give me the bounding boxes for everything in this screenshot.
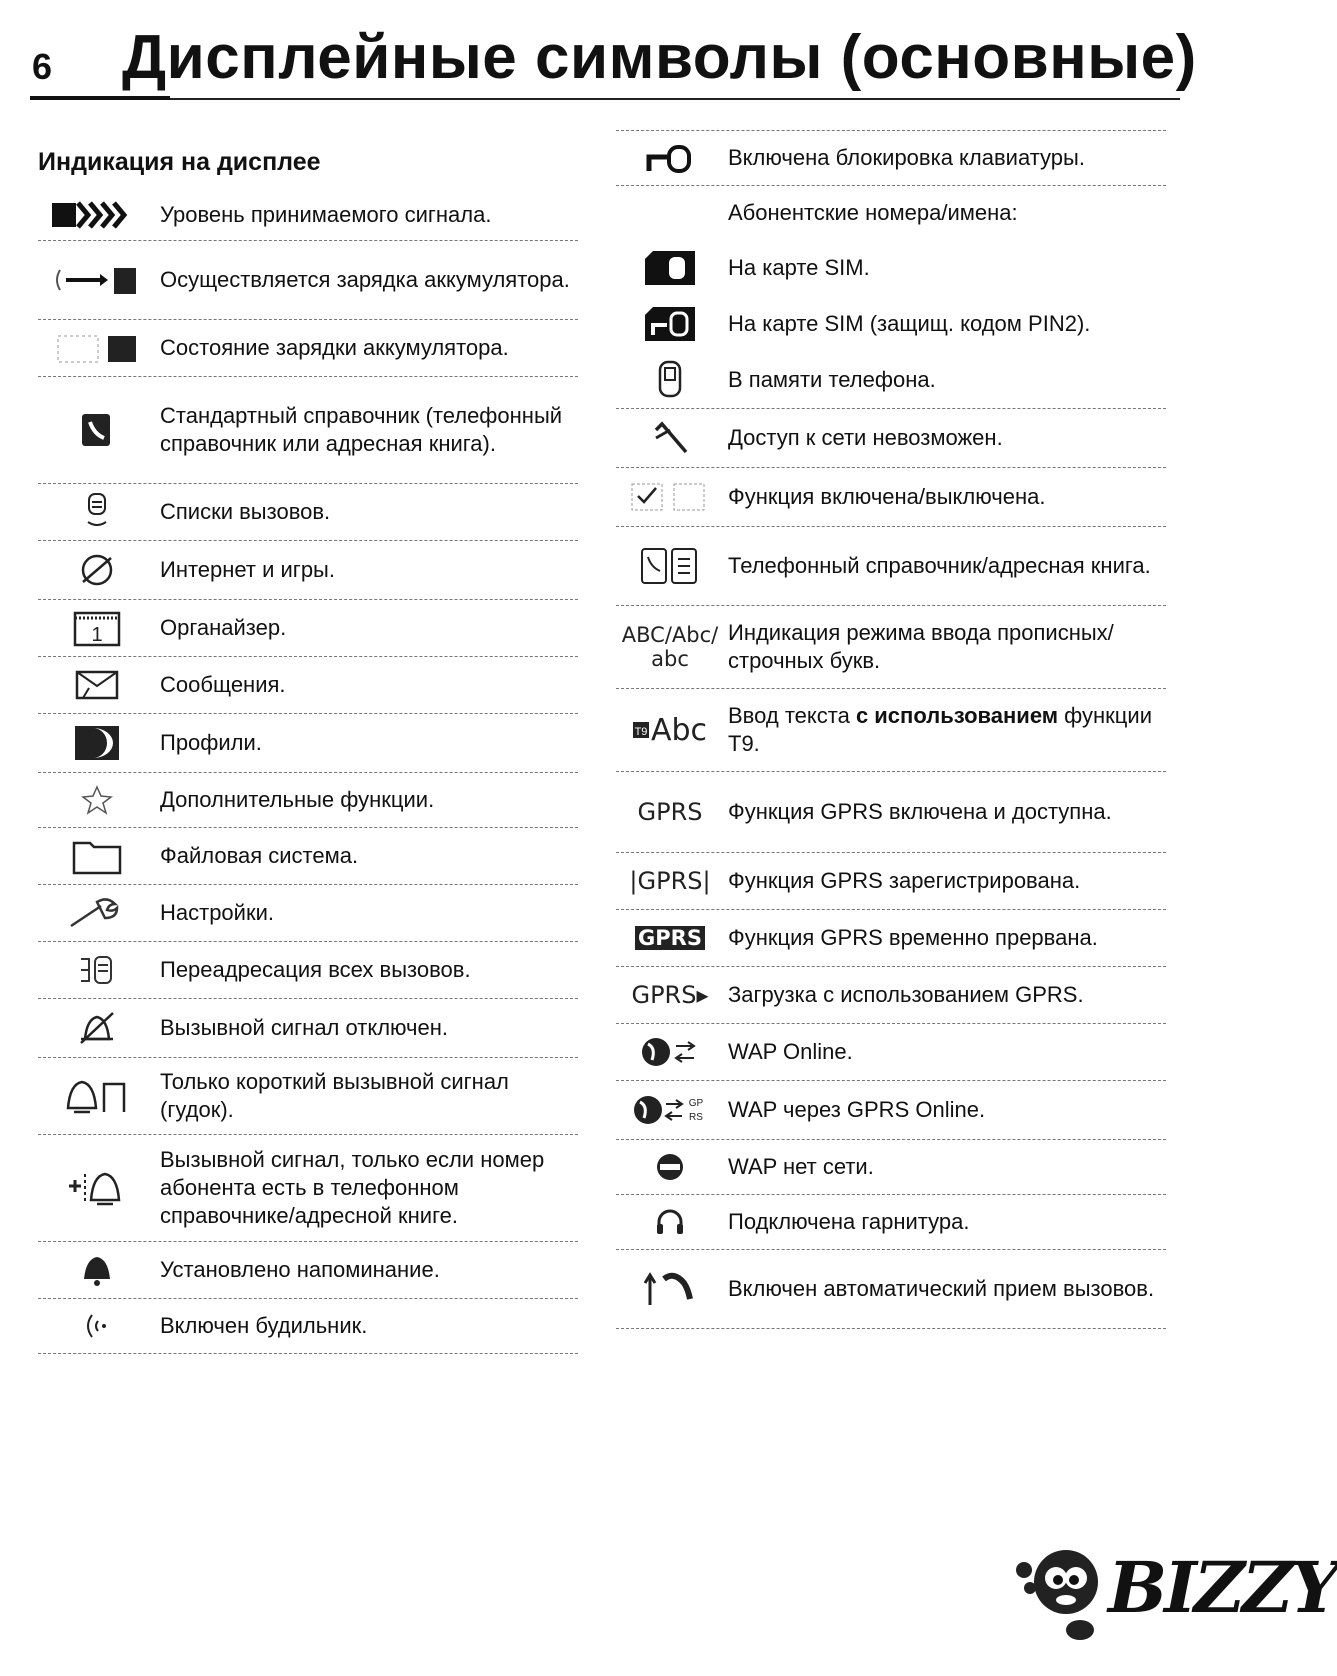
list-item-label: Вызывной сигнал, только если номер абонента есть в телефонном справочнике/адресной книге. <box>160 1147 545 1228</box>
no-network-icon <box>616 420 724 456</box>
list-item <box>616 606 1166 689</box>
wap-no-network-icon <box>616 1152 724 1182</box>
list-item <box>38 714 578 773</box>
list-item <box>38 320 578 377</box>
list-item-label: Переадресация всех вызовов. <box>160 957 471 982</box>
list-item <box>38 828 578 885</box>
organizer-icon <box>38 609 156 647</box>
svg-text:GP: GP <box>688 1098 704 1109</box>
list-item-label: Включена блокировка клавиатуры. <box>728 145 1085 170</box>
icon-text: GPRS▸ <box>631 981 709 1009</box>
list-item-label: Функция GPRS включена и доступна. <box>728 799 1112 824</box>
list-item <box>38 600 578 657</box>
sim-card-icon <box>616 249 724 287</box>
gprs-registered-icon <box>616 867 724 895</box>
icon-text: GPRS <box>635 926 705 950</box>
list-item <box>616 853 1166 910</box>
battery-level-icon <box>38 332 156 364</box>
beep-only-icon <box>38 1076 156 1116</box>
list-item-label: Ввод текста с использованием функции T9. <box>728 703 1152 756</box>
list-item <box>616 130 1166 186</box>
gprs-download-icon <box>616 981 724 1009</box>
list-item <box>616 186 1166 240</box>
gprs-on-icon <box>616 798 724 826</box>
list-item <box>38 1058 578 1135</box>
list-item-label: Профили. <box>160 730 262 755</box>
icon-text: |GPRS| <box>629 867 711 895</box>
list-item <box>616 1140 1166 1195</box>
logo-text: BIZZY <box>1108 1546 1337 1629</box>
battery-charging-icon <box>38 264 156 296</box>
list-item <box>616 296 1166 352</box>
list-item <box>38 1242 578 1299</box>
header-rule-thick <box>30 96 170 100</box>
list-item-label: Функция GPRS временно прервана. <box>728 925 1098 950</box>
extras-star-icon <box>38 785 156 815</box>
list-item-label: Только короткий вызывной сигнал (гудок). <box>160 1069 509 1122</box>
gprs-interrupted-icon <box>616 926 724 950</box>
list-item-label: Абонентские номера/имена: <box>728 200 1018 225</box>
checkbox-icon <box>616 480 724 514</box>
t9-input-icon <box>616 713 724 748</box>
list-item <box>616 1024 1166 1081</box>
list-item <box>38 885 578 942</box>
abc-case-icon <box>616 623 724 671</box>
ringer-off-icon <box>38 1009 156 1047</box>
call-divert-icon <box>38 953 156 987</box>
list-item-label: Уровень принимаемого сигнала. <box>160 202 492 227</box>
header-rule <box>170 98 1180 100</box>
list-item-label: Органайзер. <box>160 615 287 640</box>
list-item-label: Файловая система. <box>160 843 359 868</box>
icon-text: GPRS <box>637 798 703 826</box>
list-item-label: Доступ к сети невозможен. <box>728 425 1003 450</box>
page-header <box>30 22 1197 102</box>
right-column <box>616 130 1166 1329</box>
list-item-label: WAP через GPRS Online. <box>728 1097 986 1122</box>
list-item-label: Телефонный справочник/адресная книга. <box>728 553 1151 578</box>
list-item-label: Настройки. <box>160 900 274 925</box>
list-item <box>616 468 1166 527</box>
list-item-label: Загрузка с использованием GPRS. <box>728 982 1084 1007</box>
list-item <box>616 1250 1166 1329</box>
list-item <box>616 689 1166 772</box>
list-item-label: В памяти телефона. <box>728 367 936 392</box>
list-item-label: WAP Online. <box>728 1039 853 1064</box>
brand-logo <box>1010 1530 1337 1650</box>
list-item-label: Индикация режима ввода прописных/строчных букв. <box>728 620 1114 673</box>
list-item <box>38 484 578 541</box>
list-item-label: Состояние зарядки аккумулятора. <box>160 335 509 360</box>
list-item <box>38 541 578 600</box>
wap-online-icon <box>616 1034 724 1070</box>
alarm-clock-icon <box>38 1311 156 1341</box>
list-item <box>38 657 578 714</box>
keypad-lock-icon <box>616 141 724 175</box>
list-item <box>38 999 578 1058</box>
list-item <box>616 352 1166 409</box>
internet-games-icon <box>38 552 156 588</box>
phonebook-addressbook-icon <box>616 547 724 585</box>
settings-wrench-icon <box>38 896 156 930</box>
page-title: Дисплейные символы (основные) <box>122 23 1197 92</box>
list-item <box>38 773 578 828</box>
auto-answer-icon <box>616 1269 724 1309</box>
phonebook-icon <box>38 412 156 448</box>
mascot-icon <box>1010 1536 1110 1646</box>
svg-text:RS: RS <box>689 1112 703 1123</box>
list-item <box>616 527 1166 606</box>
list-item-label: WAP нет сети. <box>728 1154 874 1179</box>
section-title: Индикация на дисплее <box>38 148 321 176</box>
list-item-label: Функция GPRS зарегистрирована. <box>728 868 1081 893</box>
icon-text: ABC/Abc/ abc <box>621 623 719 671</box>
phone-memory-icon <box>616 360 724 400</box>
list-item <box>38 377 578 484</box>
sim-pin2-icon <box>616 305 724 343</box>
list-item-label: Функция включена/выключена. <box>728 484 1046 509</box>
icon-text: Abc <box>650 712 708 748</box>
list-item <box>38 241 578 320</box>
list-item <box>38 1299 578 1354</box>
svg-text:T9: T9 <box>634 726 648 738</box>
messages-icon <box>38 668 156 702</box>
ring-caller-only-icon <box>38 1168 156 1208</box>
list-item-label: Осуществляется зарядка аккумулятора. <box>160 267 570 292</box>
list-item <box>616 409 1166 468</box>
list-item <box>38 190 578 241</box>
list-item-label: Вызывной сигнал отключен. <box>160 1015 449 1040</box>
wap-gprs-online-icon <box>616 1092 724 1128</box>
list-item <box>38 942 578 999</box>
list-item <box>616 910 1166 967</box>
list-item <box>616 1081 1166 1140</box>
list-item-label: Сообщения. <box>160 672 286 697</box>
list-item-label: Дополнительные функции. <box>160 787 435 812</box>
list-item <box>616 772 1166 853</box>
left-column <box>38 130 578 1354</box>
list-item-label: На карте SIM. <box>728 255 870 280</box>
signal-strength-icon <box>38 201 156 229</box>
headset-icon <box>616 1206 724 1238</box>
list-item-label: На карте SIM (защищ. кодом PIN2). <box>728 311 1091 336</box>
profiles-icon <box>38 724 156 762</box>
list-item <box>616 1195 1166 1250</box>
list-item <box>616 967 1166 1024</box>
list-item-label: Интернет и игры. <box>160 557 335 582</box>
list-item <box>38 1135 578 1242</box>
list-item <box>616 240 1166 296</box>
svg-text:1: 1 <box>91 624 103 646</box>
list-item-label: Списки вызовов. <box>160 499 331 524</box>
page-number: 6 <box>32 46 53 87</box>
call-list-icon <box>38 492 156 532</box>
list-item-label: Подключена гарнитура. <box>728 1209 970 1234</box>
list-item-label: Стандартный справочник (телефонный справочник или адресная книга). <box>160 403 563 456</box>
folder-icon <box>38 837 156 875</box>
list-item-label: Включен автоматический прием вызовов. <box>728 1276 1155 1301</box>
list-item-label: Установлено напоминание. <box>160 1257 440 1282</box>
reminder-bell-icon <box>38 1253 156 1287</box>
list-item-label: Включен будильник. <box>160 1313 368 1338</box>
